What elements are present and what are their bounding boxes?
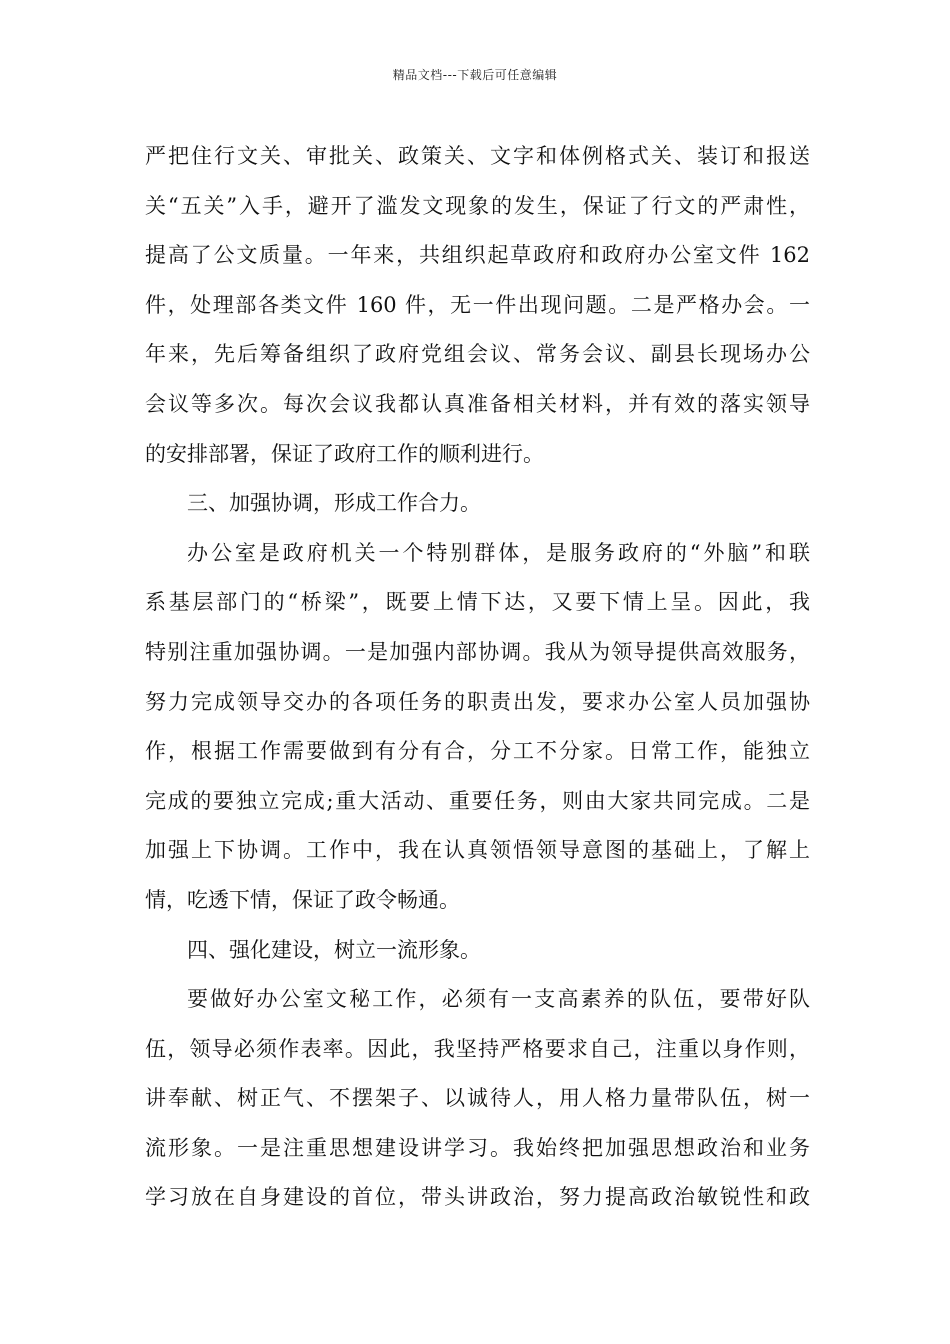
text-line: 提高了公文质量。一年来，共组织起草政府和政府办公室文件 162 — [145, 243, 810, 268]
text-line: 完成的要独立完成;重大活动、重要任务，则由大家共同完成。二是 — [145, 788, 810, 813]
text-line: 办公室是政府机关一个特别群体，是服务政府的“外脑”和联 — [187, 540, 810, 565]
text-line: 伍，领导必须作表率。因此，我坚持严格要求自己，注重以身作则， — [145, 1036, 810, 1061]
text-line: 要做好办公室文秘工作，必须有一支高素养的队伍，要带好队 — [187, 987, 810, 1012]
text-line: 四、强化建设，树立一流形象。 — [187, 937, 481, 962]
text-line: 流形象。一是注重思想建设讲学习。我始终把加强思想政治和业务 — [145, 1135, 810, 1160]
page-header: 精品文档---下载后可任意编辑 — [392, 68, 558, 82]
text-line: 努力完成领导交办的各项任务的职责出发，要求办公室人员加强协 — [145, 689, 810, 714]
text-line: 情，吃透下情，保证了政令畅通。 — [145, 887, 460, 912]
text-line: 的安排部署，保证了政府工作的顺利进行。 — [145, 441, 544, 466]
text-line: 特别注重加强协调。一是加强内部协调。我从为领导提供高效服务， — [145, 639, 810, 664]
text-line: 严把住行文关、审批关、政策关、文字和体例格式关、装订和报送 — [145, 144, 810, 168]
text-line: 关“五关”入手，避开了滥发文现象的发生，保证了行文的严肃性， — [145, 193, 810, 218]
text-line: 件，处理部各类文件 160 件，无一件出现问题。二是严格办会。一 — [145, 292, 810, 317]
text-line: 作，根据工作需要做到有分有合，分工不分家。日常工作，能独立 — [145, 739, 810, 764]
text-line: 讲奉献、树正气、不摆架子、以诚待人，用人格力量带队伍，树一 — [145, 1086, 810, 1111]
document-body — [145, 132, 810, 1223]
text-line: 学习放在自身建设的首位，带头讲政治，努力提高政治敏锐性和政 — [145, 1185, 810, 1210]
text-line: 三、加强协调，形成工作合力。 — [187, 491, 481, 516]
text-line: 会议等多次。每次会议我都认真准备相关材料，并有效的落实领导 — [145, 391, 810, 416]
text-line: 加强上下协调。工作中，我在认真领悟领导意图的基础上，了解上 — [145, 838, 810, 863]
text-line: 系基层部门的“桥梁”，既要上情下达，又要下情上呈。因此，我 — [145, 590, 810, 615]
text-line: 年来，先后筹备组织了政府党组会议、常务会议、副县长现场办公 — [145, 342, 810, 367]
